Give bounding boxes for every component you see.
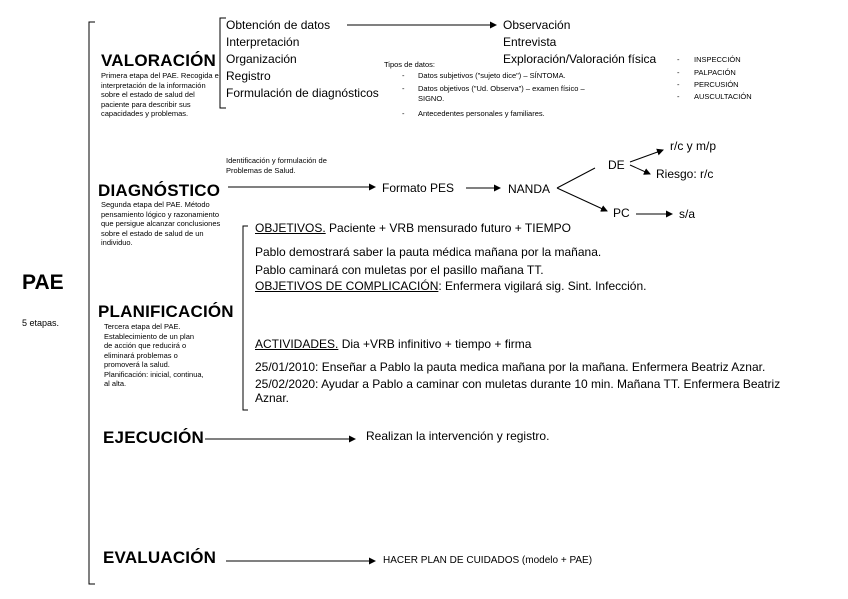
bullet: - (677, 55, 680, 64)
actividad-2: 25/02/2020: Ayudar a Pablo a caminar con muletas durante 10 min. Mañana TT. Enfermera Beatriz Aznar. (255, 377, 781, 405)
method-entrevista: Entrevista (503, 35, 557, 49)
evaluacion-title: EVALUACIÓN (103, 548, 217, 567)
ejecucion-title: EJECUCIÓN (103, 428, 204, 447)
bullet: - (402, 71, 405, 80)
step-registro: Registro (226, 69, 271, 83)
complicacion-line (255, 279, 646, 293)
objetivo-2: Pablo caminará con muletas por el pasillo mañana TT. (255, 263, 544, 277)
planificacion-bracket (243, 226, 248, 410)
data-type-subjetivos: Datos subjetivos ("sujeto dice") – SÍNTOMA. (418, 71, 566, 80)
physical-inspeccion: INSPECCIÓN (694, 55, 741, 64)
complicacion-text: : Enfermera vigilará sig. Sint. Infección. (438, 279, 647, 293)
arrow-rc (630, 150, 663, 162)
ejecucion-text: Realizan la intervención y registro. (366, 429, 550, 443)
step-interpretacion: Interpretación (226, 35, 300, 49)
bullet: - (402, 109, 405, 118)
physical-palpacion: PALPACIÓN (694, 68, 736, 77)
complicacion-label: OBJETIVOS DE COMPLICACIÓN (255, 279, 439, 293)
bullet: - (402, 84, 405, 93)
physical-auscultacion: AUSCULTACIÓN (694, 92, 752, 101)
planificacion-desc: Tercera etapa del PAE. Establecimiento de un plan de acción que reducirá o eliminará problemas o promoverá la salud. Planificación: inicial, continua, al alta. (104, 322, 204, 388)
diagnostico-identificacion: Identificación y formulación de Problemas de Salud. (226, 156, 327, 175)
physical-percusion: PERCUSIÓN (694, 80, 739, 89)
pae-title: PAE (22, 271, 64, 294)
method-observacion: Observación (503, 18, 571, 32)
objetivos-line (255, 221, 571, 235)
data-type-antecedentes: Antecedentes personales y familiares. (418, 109, 545, 118)
bullet: - (677, 68, 680, 77)
actividades-line (255, 337, 531, 351)
diagnostico-desc: Segunda etapa del PAE. Método pensamiento lógico y razonamiento que persigue alcanzar conclusiones sobre el estado de salud de un individuo. (101, 200, 221, 247)
step-obtencion: Obtención de datos (226, 18, 331, 32)
pae-subtitle: 5 etapas. (22, 318, 60, 328)
data-types-title: Tipos de datos: (384, 60, 436, 69)
diagnostico-rc: r/c y m/p (670, 139, 717, 153)
actividad-1: 25/01/2010: Enseñar a Pablo la pauta medica mañana por la mañana. Enfermera Beatriz Aznar. (255, 360, 766, 374)
step-organizacion: Organización (226, 52, 297, 66)
arrow-riesgo (630, 165, 650, 174)
formato-pes: Formato PES (382, 181, 455, 195)
nanda: NANDA (508, 182, 551, 196)
arrow-pc (557, 188, 607, 211)
bullet: - (677, 80, 680, 89)
pae-bracket (89, 22, 95, 584)
bullet: - (677, 92, 680, 101)
evaluacion-text: HACER PLAN DE CUIDADOS (modelo + PAE) (383, 555, 593, 566)
planificacion-title: PLANIFICACIÓN (98, 302, 234, 321)
actividades-label: ACTIVIDADES. (255, 337, 339, 351)
objetivo-1: Pablo demostrará saber la pauta médica mañana por la mañana. (255, 245, 602, 259)
diagnostico-riesgo: Riesgo: r/c (656, 167, 714, 181)
valoracion-title: VALORACIÓN (101, 51, 217, 70)
diagnostico-sa: s/a (679, 207, 696, 221)
valoracion-desc: Primera etapa del PAE. Recogida e interpretación de la información sobre el estado de salud del paciente para describir sus capacidades y problemas. (101, 71, 219, 118)
diagnostico-pc: PC (613, 206, 630, 220)
objetivos-label: OBJETIVOS. (255, 221, 326, 235)
method-exploracion: Exploración/Valoración física (503, 52, 657, 66)
branch-de (557, 168, 595, 188)
diagnostico-title: DIAGNÓSTICO (98, 181, 221, 200)
actividades-formula: Dia +VRB infinitivo + tiempo + firma (338, 337, 532, 351)
objetivos-formula: Paciente + VRB mensurado futuro + TIEMPO (325, 221, 571, 235)
step-formulacion: Formulación de diagnósticos (226, 86, 379, 100)
diagnostico-de: DE (608, 158, 625, 172)
data-type-objetivos: Datos objetivos ("Ud. Observa") – examen físico – SIGNO. (418, 84, 585, 103)
